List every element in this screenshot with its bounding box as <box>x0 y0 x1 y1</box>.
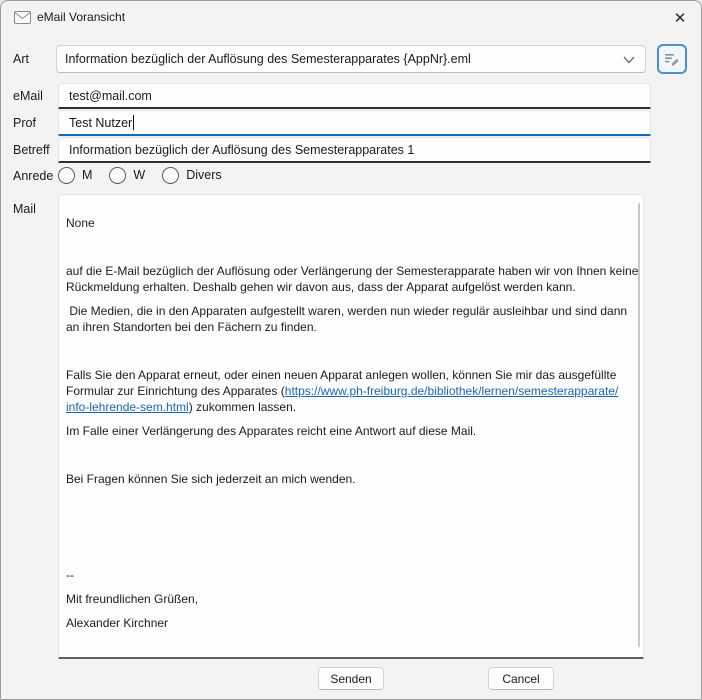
mail-body-line: Mit freundlichen Grüßen, <box>66 592 199 606</box>
mail-body-line <box>66 343 629 359</box>
mail-body-line <box>66 239 629 255</box>
mail-body-link[interactable]: info-lehrende-sem.html <box>66 400 189 414</box>
text-caret <box>133 115 134 130</box>
mail-body-line <box>66 495 629 511</box>
scrollbar-thumb[interactable] <box>638 203 640 647</box>
mail-body-paragraph <box>66 519 629 535</box>
send-button[interactable]: Senden <box>318 667 384 690</box>
email-input[interactable] <box>58 83 651 109</box>
betreff-label: Betreff <box>13 143 50 157</box>
mail-body-paragraph <box>66 615 629 631</box>
radio-label: M <box>82 168 93 182</box>
anrede-option-divers <box>162 167 221 184</box>
mail-body-line: Rückmeldung erhalten. Deshalb gehen wir davon aus, dass der Apparat aufgelöst werden kann. <box>66 280 576 294</box>
mail-body-line: Falls Sie den Apparat erneut, oder einen neuen Apparat anlegen wollen, können Sie mir das ausgefüllte <box>66 368 617 382</box>
chevron-down-icon <box>623 55 635 65</box>
anrede-label: Anrede <box>13 169 54 183</box>
envelope-icon <box>14 11 31 24</box>
mail-body-text: ) zukommen lassen. <box>188 400 297 414</box>
mail-body-line <box>66 447 629 463</box>
mail-body-paragraph <box>66 367 629 415</box>
mail-body-paragraph <box>66 215 629 231</box>
mail-body-line: an ihren Standorten bei den Fächern zu finden. <box>66 320 317 334</box>
mail-body-line: Alexander Kirchner <box>66 616 169 630</box>
mail-body-paragraph <box>66 543 629 559</box>
anrede-option-m <box>58 167 92 184</box>
template-combobox-value: Information bezüglich der Auflösung des Semesterapparates {AppNr}.eml <box>65 52 471 66</box>
close-button[interactable] <box>665 4 695 31</box>
radio-label: W <box>133 168 146 182</box>
mail-body-paragraph <box>66 591 629 607</box>
mail-body-line <box>66 399 629 415</box>
betreff-input[interactable] <box>58 137 651 163</box>
mail-body-link[interactable]: https://www.ph-freiburg.de/bibliothek/lernen/semesterapparate/ <box>284 384 619 398</box>
window-title: eMail Voransicht <box>37 10 126 24</box>
mail-body-paragraph <box>66 263 639 295</box>
radio-button-icon[interactable] <box>58 167 75 184</box>
prof-input-value: Test Nutzer <box>69 115 133 130</box>
mail-body-line: Im Falle einer Verlängerung des Apparates reicht eine Antwort auf diese Mail. <box>66 424 477 438</box>
mail-body-paragraph <box>66 343 629 359</box>
anrede-radio-group <box>58 164 239 186</box>
mail-body-paragraph <box>66 471 629 487</box>
mail-body-text: Formular zur Einrichtung des Apparates ( <box>66 384 285 398</box>
prof-input[interactable] <box>58 110 651 136</box>
email-label: eMail <box>13 89 43 103</box>
betreff-input-value: Information bezüglich der Auflösung des Semesterapparates 1 <box>69 142 415 157</box>
edit-template-button[interactable] <box>657 44 687 74</box>
radio-button-icon[interactable] <box>162 167 179 184</box>
mail-body-line <box>66 383 629 399</box>
mail-body-line: -- <box>66 568 74 582</box>
mail-body-line: Die Medien, die in den Apparaten aufgestellt waren, werden nun wieder regulär ausleihbar und sind dann <box>66 304 628 318</box>
template-combobox[interactable] <box>56 45 646 73</box>
edit-template-icon <box>664 52 680 67</box>
mail-body-paragraph <box>66 495 629 511</box>
mail-body-line <box>66 519 629 535</box>
mail-body-line: None <box>66 216 95 230</box>
mail-body-paragraph <box>66 567 629 583</box>
radio-label: Divers <box>186 168 222 182</box>
mail-body-line: auf die E-Mail bezüglich der Auflösung oder Verlängerung der Semesterapparate haben wir von Ihnen keine <box>66 264 639 278</box>
mail-body-paragraph <box>66 447 629 463</box>
mail-body-textarea[interactable] <box>58 194 644 659</box>
mail-body-line <box>66 543 629 559</box>
email-input-value: test@mail.com <box>69 88 152 103</box>
anrede-option-w <box>109 167 145 184</box>
cancel-button[interactable]: Cancel <box>488 667 554 690</box>
radio-button-icon[interactable] <box>109 167 126 184</box>
art-label: Art <box>13 52 29 66</box>
prof-label: Prof <box>13 116 36 130</box>
mail-body-paragraph <box>66 303 629 335</box>
mail-body-paragraph <box>66 423 629 439</box>
mail-body-line: Bei Fragen können Sie sich jederzeit an mich wenden. <box>66 472 356 486</box>
mail-body-paragraph <box>66 239 629 255</box>
close-icon: ✕ <box>673 9 687 27</box>
title-bar <box>1 1 701 33</box>
mail-label: Mail <box>13 202 36 216</box>
